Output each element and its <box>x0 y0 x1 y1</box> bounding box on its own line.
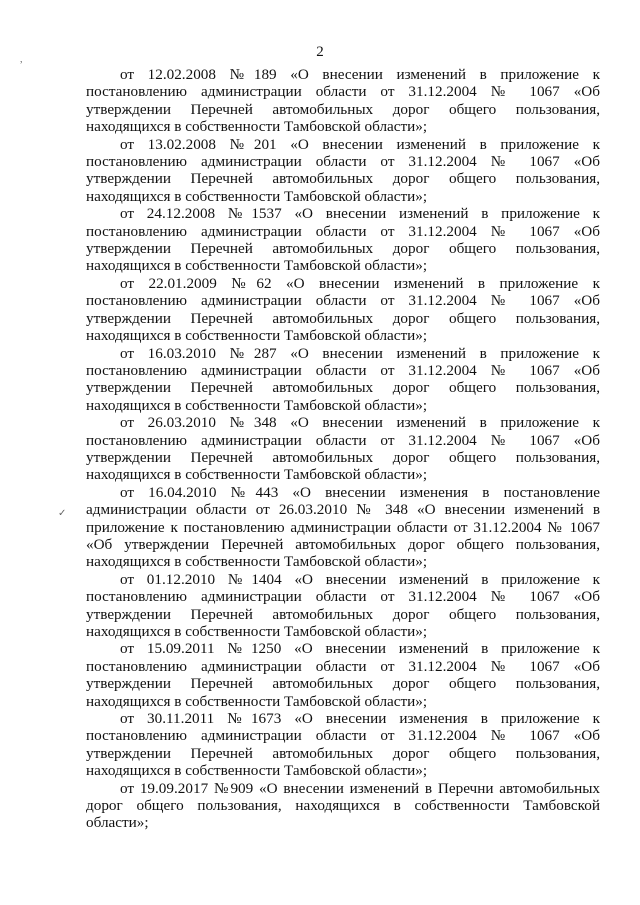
decree-paragraph: от 13.02.2008 №201 «О внесении изменений в приложение к постановлению администрации области от 31.12.2004 № 1067 «Об утверждении Перечней автомобильных дорог общего пользования, находящихся в собственности Тамбовской области»; <box>86 135 600 205</box>
document-body <box>86 66 600 832</box>
decree-paragraph: от 24.12.2008 №1537 «О внесении изменений в приложение к постановлению администрации области от 31.12.2004 № 1067 «Об утверждении Перечней автомобильных дорог общего пользования, находящихся в собственности Тамбовской области»; <box>86 205 600 275</box>
scan-mark: , <box>20 54 23 65</box>
decree-paragraph: от 15.09.2011 №1250 «О внесении изменений в приложение к постановлению администрации области от 31.12.2004 № 1067 «Об утверждении Перечней автомобильных дорог общего пользования, находящихся в собственности Тамбовской области»; <box>86 640 600 710</box>
scan-mark: ✓ <box>58 508 67 519</box>
decree-paragraph: от 22.01.2009 №62 «О внесении изменений в приложение к постановлению администрации области от 31.12.2004 № 1067 «Об утверждении Перечней автомобильных дорог общего пользования, находящихся в собственности Тамбовской области»; <box>86 274 600 345</box>
decree-paragraph: от 19.09.2017 №909 «О внесении изменений в Перечни автомобильных дорог общего пользования, находящихся в собственности Тамбовской области»; <box>86 779 600 832</box>
page-number: 2 <box>316 44 324 60</box>
decree-paragraph: от 30.11.2011 №1673 «О внесении изменения в приложение к постановлению администрации области от 31.12.2004 № 1067 «Об утверждении Перечней автомобильных дорог общего пользования, находящихся в собственности Тамбовской области»; <box>86 710 600 780</box>
decree-paragraph: от 12.02.2008 №189 «О внесении изменений в приложение к постановлению администрации области от 31.12.2004 № 1067 «Об утверждении Перечней автомобильных дорог общего пользования, находящихся в собственности Тамбовской области»; <box>86 66 600 136</box>
decree-paragraph: от 16.04.2010 №443 «О внесении изменения в постановление администрации области от 26.03.2010 № 348 «О внесении изменений в приложение к постановлению администрации области от 31.12.2004 № 1067 «Об утверждении Перечней автомобильных дорог общего пользования, находящихся в собственности Тамбовской области»; <box>86 483 600 571</box>
decree-paragraph: от 26.03.2010 №348 «О внесении изменений в приложение к постановлению администрации области от 31.12.2004 № 1067 «Об утверждении Перечней автомобильных дорог общего пользования, находящихся в собственности Тамбовской области»; <box>86 414 600 484</box>
decree-paragraph: от 16.03.2010 №287 «О внесении изменений в приложение к постановлению администрации области от 31.12.2004 № 1067 «Об утверждении Перечней автомобильных дорог общего пользования, находящихся в собственности Тамбовской области»; <box>86 344 600 414</box>
decree-paragraph: от 01.12.2010 №1404 «О внесении изменений в приложение к постановлению администрации области от 31.12.2004 № 1067 «Об утверждении Перечней автомобильных дорог общего пользования, находящихся в собственности Тамбовской области»; <box>86 570 600 640</box>
